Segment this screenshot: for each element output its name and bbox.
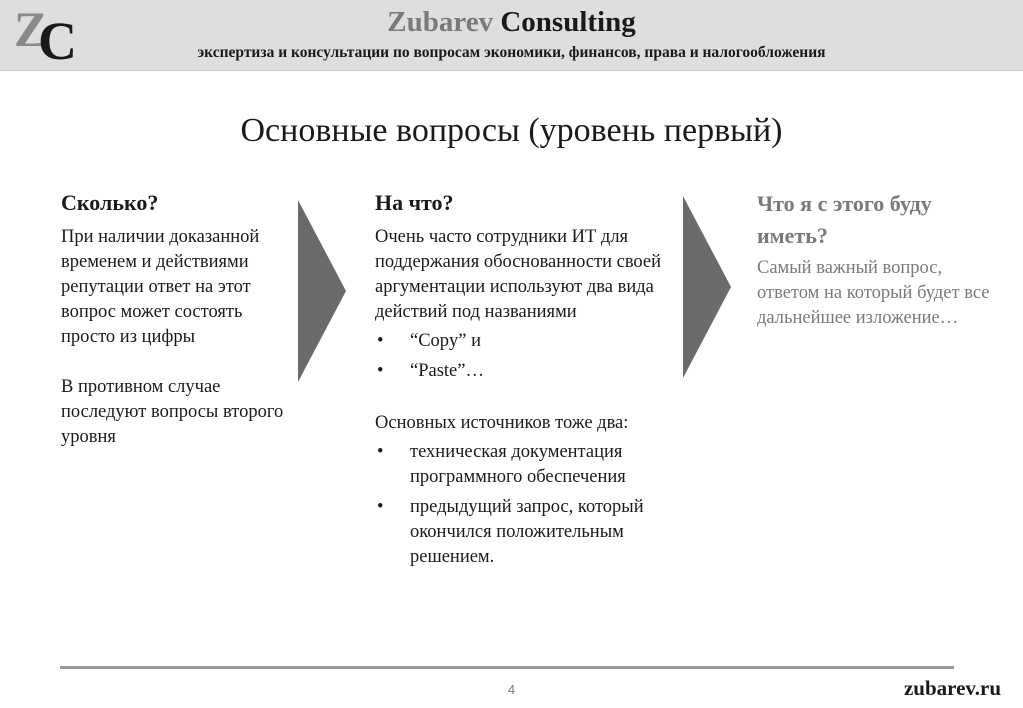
slide-title: Основные вопросы (уровень первый) [240,112,783,149]
brand-title [0,6,1023,39]
list-item: • “Paste”… [375,359,675,384]
list-item: • предыдущий запрос, который окончился положительным решением. [377,496,644,567]
arrow-right-icon [683,196,733,378]
header-bar [0,0,1023,71]
column-paragraph: При наличии доказанной временем и действиями репутации ответ на этот вопрос может состоять просто из цифры [61,226,260,347]
bullet-glyph: • [377,441,384,462]
column-paragraph: Основных источников тоже два: [375,412,629,433]
column-paragraph: Очень часто сотрудники ИТ для поддержания обоснованности своей аргументации используют два вида действий под названиями [375,226,662,322]
list-item: • техническая документация программного обеспечения [377,441,626,487]
column-heading-on-what: На что? [375,190,454,215]
page-number: 4 [507,682,516,697]
logo-letter-c: C [38,11,77,71]
column-paragraph: В противном случае последуют вопросы второго уровня [61,376,284,447]
brand-name-zubarev: Zubarev [387,6,494,38]
website-link[interactable] [904,676,1001,701]
column-how-much [61,188,296,450]
website-domain: .ru [974,676,1001,700]
arrow-right-icon [298,200,348,382]
website-name: zubarev [903,676,975,700]
column-on-what [375,188,675,575]
column-what-will-i-get [757,188,992,331]
brand-name-consulting: Consulting [500,6,636,38]
list-item: • “Copy” и [375,329,675,354]
logo-letter-z: Z [14,1,48,57]
column-paragraph: Самый важный вопрос, ответом на который будет все дальнейшее изложение… [757,258,990,328]
bullet-list [375,440,675,570]
bullet-glyph: • [377,496,384,517]
column-heading-what-will-i-get: Что я с этого буду иметь? [757,191,932,248]
brand-tagline: экспертиза и консультации по вопросам экономики, финансов, права и налогообложения [197,44,826,61]
bullet-glyph: • [377,330,384,351]
footer-divider [60,666,954,669]
bullet-list [375,329,675,384]
column-heading-how-much: Сколько? [61,190,159,215]
bullet-glyph: • [377,360,384,381]
